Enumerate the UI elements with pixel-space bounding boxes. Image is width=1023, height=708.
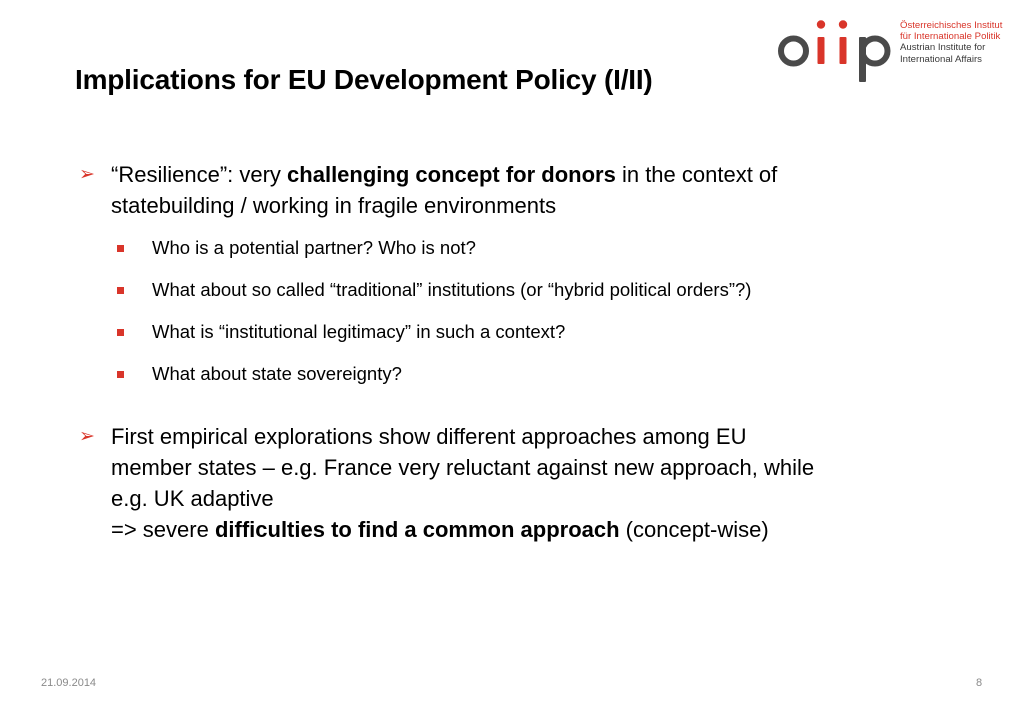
square-bullet-icon <box>117 245 124 252</box>
footer-date: 21.09.2014 <box>41 677 97 689</box>
bullet-1-line-2: statebuilding / working in fragile environments <box>111 193 557 218</box>
page-number: 8 <box>976 677 983 689</box>
sub-bullet-text: What is “institutional legitimacy” in such a context? <box>152 321 566 342</box>
logo-line: Österreichisches Institut <box>900 20 1003 31</box>
bullet-2-line-3: e.g. UK adaptive <box>111 486 274 511</box>
bullet-2-line-1: First empirical explorations show different approaches among EU <box>111 424 747 449</box>
sub-bullet-text: What about so called “traditional” institutions (or “hybrid political orders”?) <box>152 279 752 300</box>
square-bullet-icon <box>117 287 124 294</box>
bold-emphasis: difficulties to find a common approach <box>214 517 620 542</box>
slide-title: Implications for EU Development Policy (I/II) <box>75 64 653 95</box>
bold-emphasis: challenging concept for donors <box>287 162 616 187</box>
logo-line: für Internationale Politik <box>900 31 1001 43</box>
bullet-2-line-2: member states – e.g. France very reluctant against new approach, while <box>111 455 815 480</box>
logo-text <box>900 20 1002 65</box>
sub-bullet-text: Who is a potential partner? Who is not? <box>152 237 476 258</box>
logo-line: Austrian Institute for <box>900 42 986 54</box>
oiip-logo-mark <box>777 14 895 84</box>
bullet-1-line-1: “Resilience”: very challenging concept for donors in the context of <box>111 162 778 187</box>
arrow-bullet-icon: ➢ <box>79 426 95 447</box>
bullet-2-line-4: => severe difficulties to find a common approach (concept-wise) <box>111 517 769 542</box>
sub-bullet-text: What about state sovereignty? <box>152 363 402 384</box>
oiip-logo <box>777 14 1013 84</box>
square-bullet-icon <box>117 329 124 336</box>
square-bullet-icon <box>117 371 124 378</box>
arrow-bullet-icon: ➢ <box>79 164 95 185</box>
logo-line: International Affairs <box>900 53 982 65</box>
